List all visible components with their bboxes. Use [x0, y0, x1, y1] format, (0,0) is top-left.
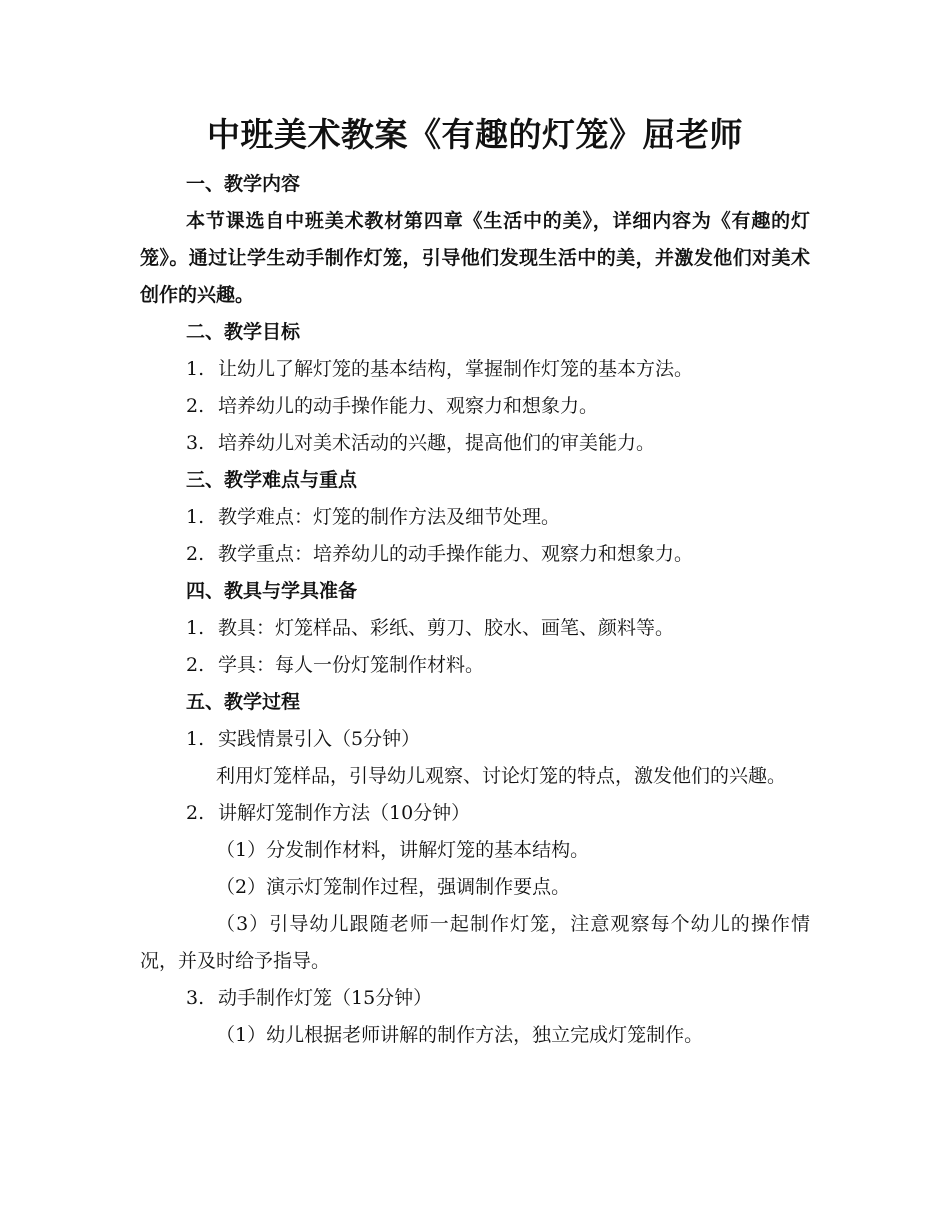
item-number: 3. [186, 432, 205, 454]
step-title-text: 实践情景引入（5分钟） [218, 728, 421, 750]
item-number: 2. [186, 543, 205, 565]
document-body [140, 166, 810, 1054]
keypoint-item [140, 499, 810, 536]
item-number: 3. [186, 987, 205, 1009]
item-number: 2. [186, 654, 205, 676]
process-step-title [140, 721, 810, 758]
goal-item [140, 425, 810, 462]
process-substep: （3）引导幼儿跟随老师一起制作灯笼，注意观察每个幼儿的操作情况，并及时给予指导。 [140, 913, 810, 972]
process-step-title [140, 795, 810, 832]
section-heading-keypoints: 三、教学难点与重点 [186, 469, 358, 491]
item-text: 教学重点：培养幼儿的动手操作能力、观察力和想象力。 [218, 543, 694, 565]
process-step-description: 利用灯笼样品，引导幼儿观察、讨论灯笼的特点，激发他们的兴趣。 [216, 765, 787, 787]
content-paragraph: 本节课选自中班美术教材第四章《生活中的美》，详细内容为《有趣的灯笼》。通过让学生动手制作灯笼，引导他们发现生活中的美，并激发他们对美术创作的兴趣。 [140, 210, 810, 306]
item-number: 2. [186, 395, 205, 417]
item-number: 2. [186, 802, 205, 824]
item-number: 1. [186, 358, 205, 380]
section-heading-content: 一、教学内容 [186, 173, 301, 195]
goal-item [140, 351, 810, 388]
material-item [140, 647, 810, 684]
keypoint-item [140, 536, 810, 573]
item-text: 培养幼儿对美术活动的兴趣，提高他们的审美能力。 [218, 432, 656, 454]
goal-item [140, 388, 810, 425]
item-number: 1. [186, 728, 205, 750]
step-title-text: 动手制作灯笼（15分钟） [218, 987, 433, 1009]
process-substep: （1）幼儿根据老师讲解的制作方法，独立完成灯笼制作。 [216, 1024, 704, 1046]
section-heading-process: 五、教学过程 [186, 691, 301, 713]
step-title-text: 讲解灯笼制作方法（10分钟） [218, 802, 471, 824]
process-substep: （1）分发制作材料，讲解灯笼的基本结构。 [216, 839, 590, 861]
document-title: 中班美术教案《有趣的灯笼》屈老师 [207, 115, 743, 154]
item-number: 1. [186, 617, 205, 639]
section-heading-goals: 二、教学目标 [186, 321, 301, 343]
item-text: 让幼儿了解灯笼的基本结构，掌握制作灯笼的基本方法。 [218, 358, 694, 380]
section-heading-materials: 四、教具与学具准备 [186, 580, 358, 602]
item-text: 学具：每人一份灯笼制作材料。 [218, 654, 485, 676]
material-item [140, 610, 810, 647]
process-substep: （2）演示灯笼制作过程，强调制作要点。 [216, 876, 571, 898]
process-step-title [140, 980, 810, 1017]
item-text: 教具：灯笼样品、彩纸、剪刀、胶水、画笔、颜料等。 [218, 617, 675, 639]
item-text: 教学难点：灯笼的制作方法及细节处理。 [218, 506, 561, 528]
item-number: 1. [186, 506, 205, 528]
item-text: 培养幼儿的动手操作能力、观察力和想象力。 [218, 395, 599, 417]
